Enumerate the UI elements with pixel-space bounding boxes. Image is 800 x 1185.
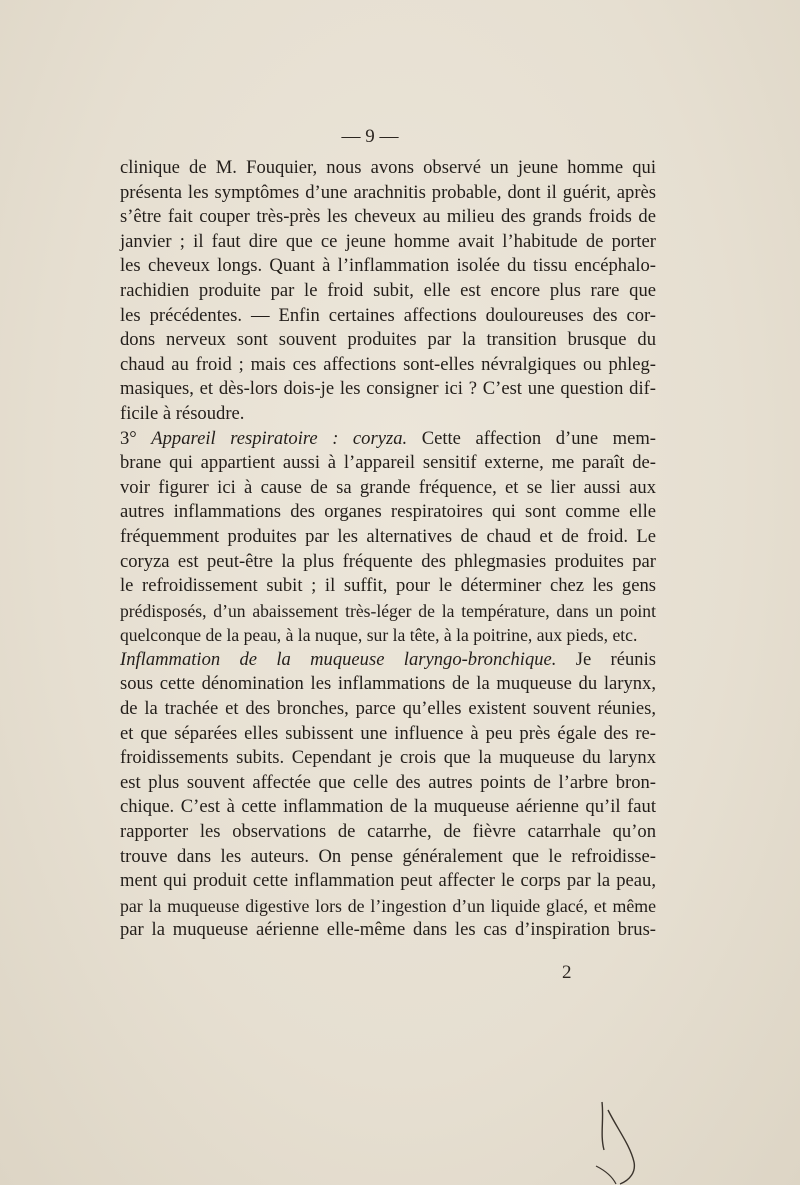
text-line: et que séparées elles subissent une influence à peu près égale des re-: [120, 722, 656, 744]
text-line: trouve dans les auteurs. On pense généralement que le refroidisse-: [120, 845, 656, 867]
section-heading-line: [120, 427, 656, 452]
text-line: les précédentes. — Enfin certaines affections douloureuses des cor-: [120, 304, 656, 326]
text-line: rachidien produite par le froid subit, elle est encore plus rare que: [120, 279, 656, 301]
text-line: prédisposés, d’un abaissement très-léger de la température, dans un point: [120, 600, 656, 621]
text-line: ficile à résoudre.: [120, 402, 245, 424]
text-line: quelconque de la peau, à la nuque, sur la tête, à la poitrine, aux pieds, etc.: [120, 625, 638, 646]
text-line: les cheveux longs. Quant à l’inflammation isolée du tissu encéphalo-: [120, 255, 656, 277]
text-fragment: Cette affection d’une mem-: [407, 427, 656, 449]
signature-mark: 2: [562, 962, 572, 983]
text-line: voir figurer ici à cause de sa grande fréquence, et se lier aussi aux: [120, 476, 656, 498]
text-line: masiques, et dès-lors dois-je les consigner ici ? C’est une question dif-: [120, 378, 656, 400]
section-number: 3°: [120, 427, 137, 449]
text-line: s’être fait couper très-près les cheveux au milieu des grands froids de: [120, 206, 656, 228]
text-line: chaud au froid ; mais ces affections sont-elles névralgiques ou phleg-: [120, 353, 656, 375]
text-line: ment qui produit cette inflammation peut affecter le corps par la peau,: [120, 870, 656, 892]
text-line: sous cette dénomination les inflammations de la muqueuse du larynx,: [120, 673, 656, 695]
text-line: clinique de M. Fouquier, nous avons observé un jeune homme qui: [120, 157, 656, 178]
text-line: par la muqueuse aérienne elle-même dans les cas d’inspiration brus-: [120, 919, 656, 941]
section-title: Inflammation de la muqueuse laryngo-bronchique.: [120, 648, 557, 670]
text-line: est plus souvent affectée que celle des autres points de l’arbre bron-: [120, 771, 656, 793]
text-line: coryza est peut-être la plus fréquente des phlegmasies produites par: [120, 550, 656, 572]
text-line: froidissements subits. Cependant je crois que la muqueuse du larynx: [120, 747, 656, 769]
pen-mark-icon: [590, 1100, 650, 1185]
page-number: — 9 —: [341, 126, 399, 147]
section-heading-line: [120, 648, 656, 673]
text-line: janvier ; il faut dire que ce jeune homme avait l’habitude de porter: [120, 230, 656, 252]
text-line: brane qui appartient aussi à l’appareil sensitif externe, me paraît de-: [120, 452, 656, 474]
section-title: Appareil respiratoire : coryza.: [151, 427, 408, 449]
text-fragment: Je réunis: [556, 648, 657, 670]
text-line: chique. C’est à cette inflammation de la muqueuse aérienne qu’il faut: [120, 796, 656, 818]
text-line: de la trachée et des bronches, parce qu’elles existent souvent réunies,: [120, 698, 656, 720]
body-text: [120, 156, 656, 943]
text-line: dons nerveux sont souvent produites par la transition brusque du: [120, 329, 656, 351]
text-line: fréquemment produites par les alternatives de chaud et de froid. Le: [120, 525, 656, 547]
text-line: rapporter les observations de catarrhe, de fièvre catarrhale qu’on: [120, 821, 656, 843]
text-line: le refroidissement subit ; il suffit, pour le déterminer chez les gens: [120, 575, 656, 597]
text-line: par la muqueuse digestive lors de l’ingestion d’un liquide glacé, et même: [120, 895, 656, 916]
text-line: autres inflammations des organes respiratoires qui sont comme elle: [120, 501, 656, 523]
text-line: présenta les symptômes d’une arachnitis probable, dont il guérit, après: [120, 181, 656, 203]
